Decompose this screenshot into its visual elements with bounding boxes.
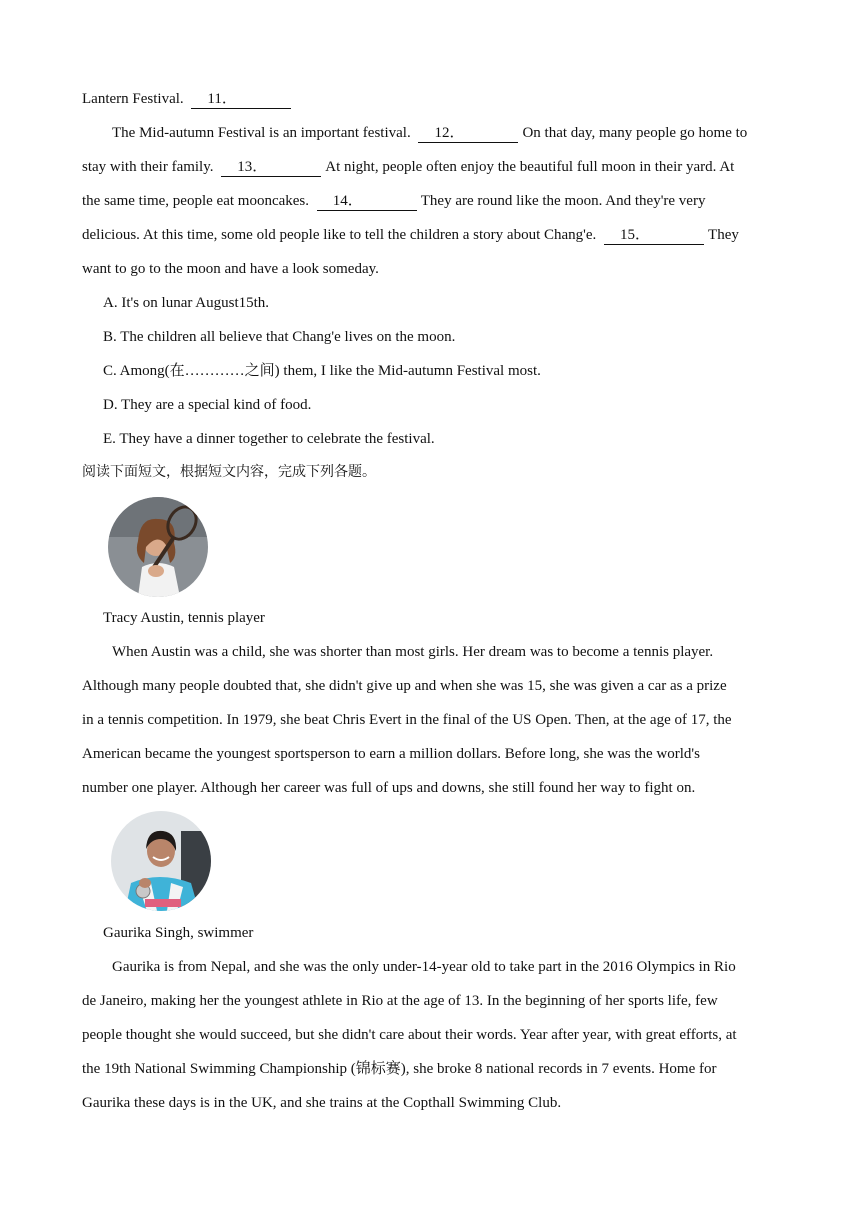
profile-text-line: number one player. Although her career was full of ups and downs, she still found her way to fight on. [82, 780, 696, 796]
tennis-player-image [108, 497, 208, 597]
passage-text: On that day, many people go home to [522, 125, 748, 141]
passage-text: Lantern Festival. [82, 91, 184, 107]
passage-text: want to go to the moon and have a look someday. [82, 261, 379, 277]
passage-text: The Mid-autumn Festival is an important festival. [112, 125, 411, 141]
blank-15: 15． [604, 226, 704, 245]
profile-caption-singh: Gaurika Singh, swimmer [103, 925, 254, 941]
passage-line [82, 82, 782, 116]
passage-text: stay with their family. [82, 159, 214, 175]
passage-text: delicious. At this time, some old people like to tell the children a story about Chang'e. [82, 227, 597, 243]
profile-text-line: the 19th National Swimming Championship (锦标赛), she broke 8 national records in 7 events. Home for [82, 1061, 717, 1077]
passage-line [112, 116, 812, 150]
option-c: C. Among(在…………之间) them, I like the Mid-autumn Festival most. [103, 363, 541, 379]
passage-text: They [708, 227, 739, 243]
option-b: B. The children all believe that Chang'e lives on the moon. [103, 329, 456, 345]
option-d: D. They are a special kind of food. [103, 397, 312, 413]
gaurika-singh-photo [111, 811, 211, 911]
profile-text-line: people thought she would succeed, but she didn't care about their words. Year after year, with great efforts, at [82, 1027, 737, 1043]
profile-text-line: American became the youngest sportsperson to earn a million dollars. Before long, she was the world's [82, 746, 700, 762]
profile-text-line: de Janeiro, making her the youngest athlete in Rio at the age of 13. In the beginning of her sports life, few [82, 993, 718, 1009]
option-e: E. They have a dinner together to celebrate the festival. [103, 431, 435, 447]
passage-line [82, 252, 782, 286]
swimmer-image [111, 811, 211, 911]
passage-line [82, 150, 782, 184]
passage-line [82, 218, 782, 252]
profile-text-line: Gaurika is from Nepal, and she was the only under-14-year old to take part in the 2016 Olympics in Rio [112, 959, 736, 975]
passage-line [82, 184, 782, 218]
blank-12: 12． [418, 124, 518, 143]
profile-caption-austin: Tracy Austin, tennis player [103, 610, 265, 626]
profile-text-line: in a tennis competition. In 1979, she beat Chris Evert in the final of the US Open. Then, at the age of 17, the [82, 712, 732, 728]
profile-text-line: Gaurika these days is in the UK, and she trains at the Copthall Swimming Club. [82, 1095, 562, 1111]
blank-14: 14． [317, 192, 417, 211]
profile-text-line: When Austin was a child, she was shorter than most girls. Her dream was to become a tennis player. [112, 644, 714, 660]
option-a: A. It's on lunar August15th. [103, 295, 270, 311]
profile-text-line: Although many people doubted that, she didn't give up and when she was 15, she was given a car as a prize [82, 678, 727, 694]
blank-11: 11． [191, 90, 291, 109]
passage-text: They are round like the moon. And they're very [420, 193, 706, 209]
tracy-austin-photo [108, 497, 208, 597]
passage-text: At night, people often enjoy the beautiful full moon in their yard. At [325, 159, 735, 175]
reading-instruction: 阅读下面短文，根据短文内容，完成下列各题。 [82, 464, 376, 480]
passage-text: the same time, people eat mooncakes. [82, 193, 309, 209]
blank-13: 13． [221, 158, 321, 177]
